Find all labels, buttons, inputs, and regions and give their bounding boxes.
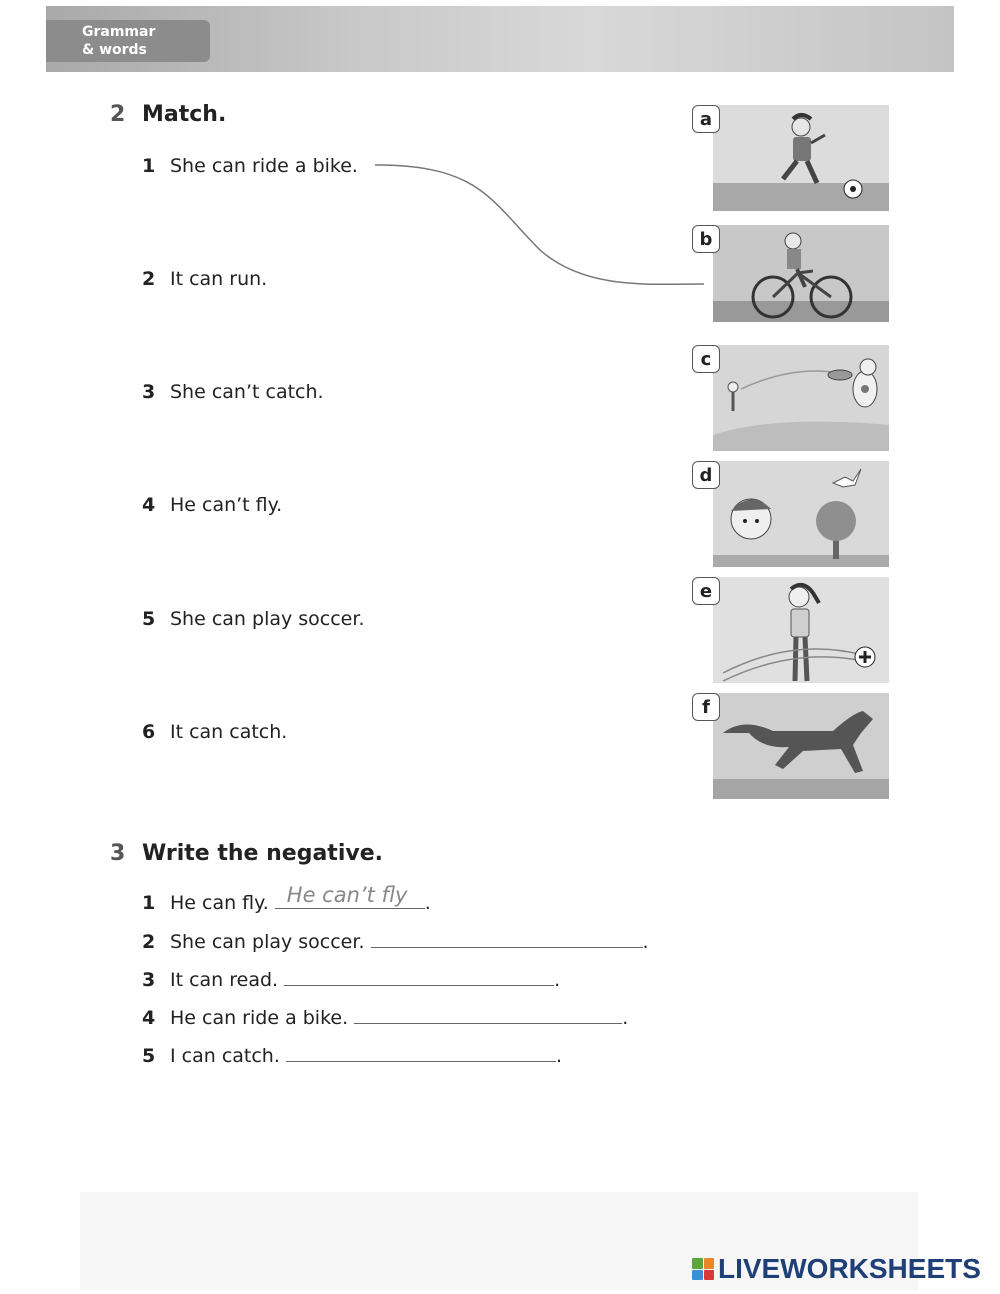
liveworksheets-logo[interactable] bbox=[692, 1254, 981, 1284]
match-item-text: It can catch. bbox=[170, 721, 288, 743]
match-item-text: It can run. bbox=[170, 268, 268, 290]
logo-text: LIVEWORKSHEETS bbox=[718, 1253, 981, 1284]
picture-e-letter: e bbox=[692, 577, 720, 605]
negative-item-number: 4 bbox=[142, 1007, 156, 1029]
match-item-1[interactable] bbox=[142, 155, 358, 177]
match-item-5[interactable] bbox=[142, 608, 364, 630]
section-tab-line1: Grammar bbox=[82, 24, 156, 40]
match-item-2[interactable] bbox=[142, 268, 267, 290]
negative-item-text: It can read. bbox=[170, 969, 279, 991]
picture-a-letter: a bbox=[692, 105, 720, 133]
negative-item-number: 3 bbox=[142, 969, 156, 991]
exercise-2-title: Match. bbox=[142, 102, 227, 127]
picture-d-letter: d bbox=[692, 461, 720, 489]
match-item-6[interactable] bbox=[142, 721, 287, 743]
boy-watching-bird-picture bbox=[713, 461, 889, 567]
match-item-4[interactable] bbox=[142, 494, 282, 516]
negative-item-text: I can catch. bbox=[170, 1045, 280, 1067]
answer-field-5[interactable] bbox=[286, 1043, 556, 1062]
picture-d[interactable] bbox=[713, 461, 889, 567]
section-tab bbox=[46, 20, 210, 62]
negative-item-3: 3 It can read. . bbox=[142, 969, 561, 991]
answer-1-text: He can’t fly bbox=[286, 883, 408, 907]
exercise-3-title: Write the negative. bbox=[142, 841, 383, 866]
negative-item-4: 4 He can ride a bike. . bbox=[142, 1007, 629, 1029]
answer-field-1[interactable] bbox=[275, 883, 425, 909]
negative-item-2: 2 She can play soccer. . bbox=[142, 931, 649, 953]
match-item-number: 2 bbox=[142, 268, 156, 290]
match-item-number: 6 bbox=[142, 721, 156, 743]
answer-field-2[interactable] bbox=[371, 929, 643, 948]
picture-f-letter: f bbox=[692, 693, 720, 721]
picture-a[interactable] bbox=[713, 105, 889, 211]
match-item-text: She can ride a bike. bbox=[170, 155, 358, 177]
section-tab-line2: & words bbox=[82, 42, 147, 58]
exercise-2-number: 2 bbox=[110, 102, 126, 127]
negative-item-number: 1 bbox=[142, 892, 156, 914]
negative-item-number: 5 bbox=[142, 1045, 156, 1067]
match-item-text: He can’t fly. bbox=[170, 494, 283, 516]
example-match-line bbox=[370, 160, 710, 290]
picture-e[interactable] bbox=[713, 577, 889, 683]
girl-missing-ball-picture bbox=[713, 577, 889, 683]
negative-item-text: He can fly. bbox=[170, 892, 269, 914]
match-item-text: She can play soccer. bbox=[170, 608, 365, 630]
dog-catching-frisbee-picture bbox=[713, 345, 889, 451]
match-item-3[interactable] bbox=[142, 381, 324, 403]
picture-c-letter: c bbox=[692, 345, 720, 373]
negative-item-1: 1 He can fly. He can’t fly . bbox=[142, 883, 431, 914]
negative-item-text: He can ride a bike. bbox=[170, 1007, 349, 1029]
picture-c[interactable] bbox=[713, 345, 889, 451]
match-item-number: 4 bbox=[142, 494, 156, 516]
answer-field-3[interactable] bbox=[284, 967, 554, 986]
match-item-text: She can’t catch. bbox=[170, 381, 324, 403]
match-item-number: 5 bbox=[142, 608, 156, 630]
girl-riding-bike-picture bbox=[713, 225, 889, 322]
liveworksheets-logo-icon bbox=[692, 1258, 714, 1280]
negative-item-text: She can play soccer. bbox=[170, 931, 365, 953]
picture-b-letter: b bbox=[692, 225, 720, 253]
picture-f[interactable] bbox=[713, 693, 889, 799]
girl-kicking-soccer-ball-picture bbox=[713, 105, 889, 211]
negative-item-5: 5 I can catch. . bbox=[142, 1045, 562, 1067]
answer-field-4[interactable] bbox=[354, 1005, 622, 1024]
match-item-number: 1 bbox=[142, 155, 156, 177]
horse-running-picture bbox=[713, 693, 889, 799]
exercise-3-number: 3 bbox=[110, 841, 126, 866]
match-item-number: 3 bbox=[142, 381, 156, 403]
picture-b[interactable] bbox=[713, 225, 889, 322]
negative-item-number: 2 bbox=[142, 931, 156, 953]
